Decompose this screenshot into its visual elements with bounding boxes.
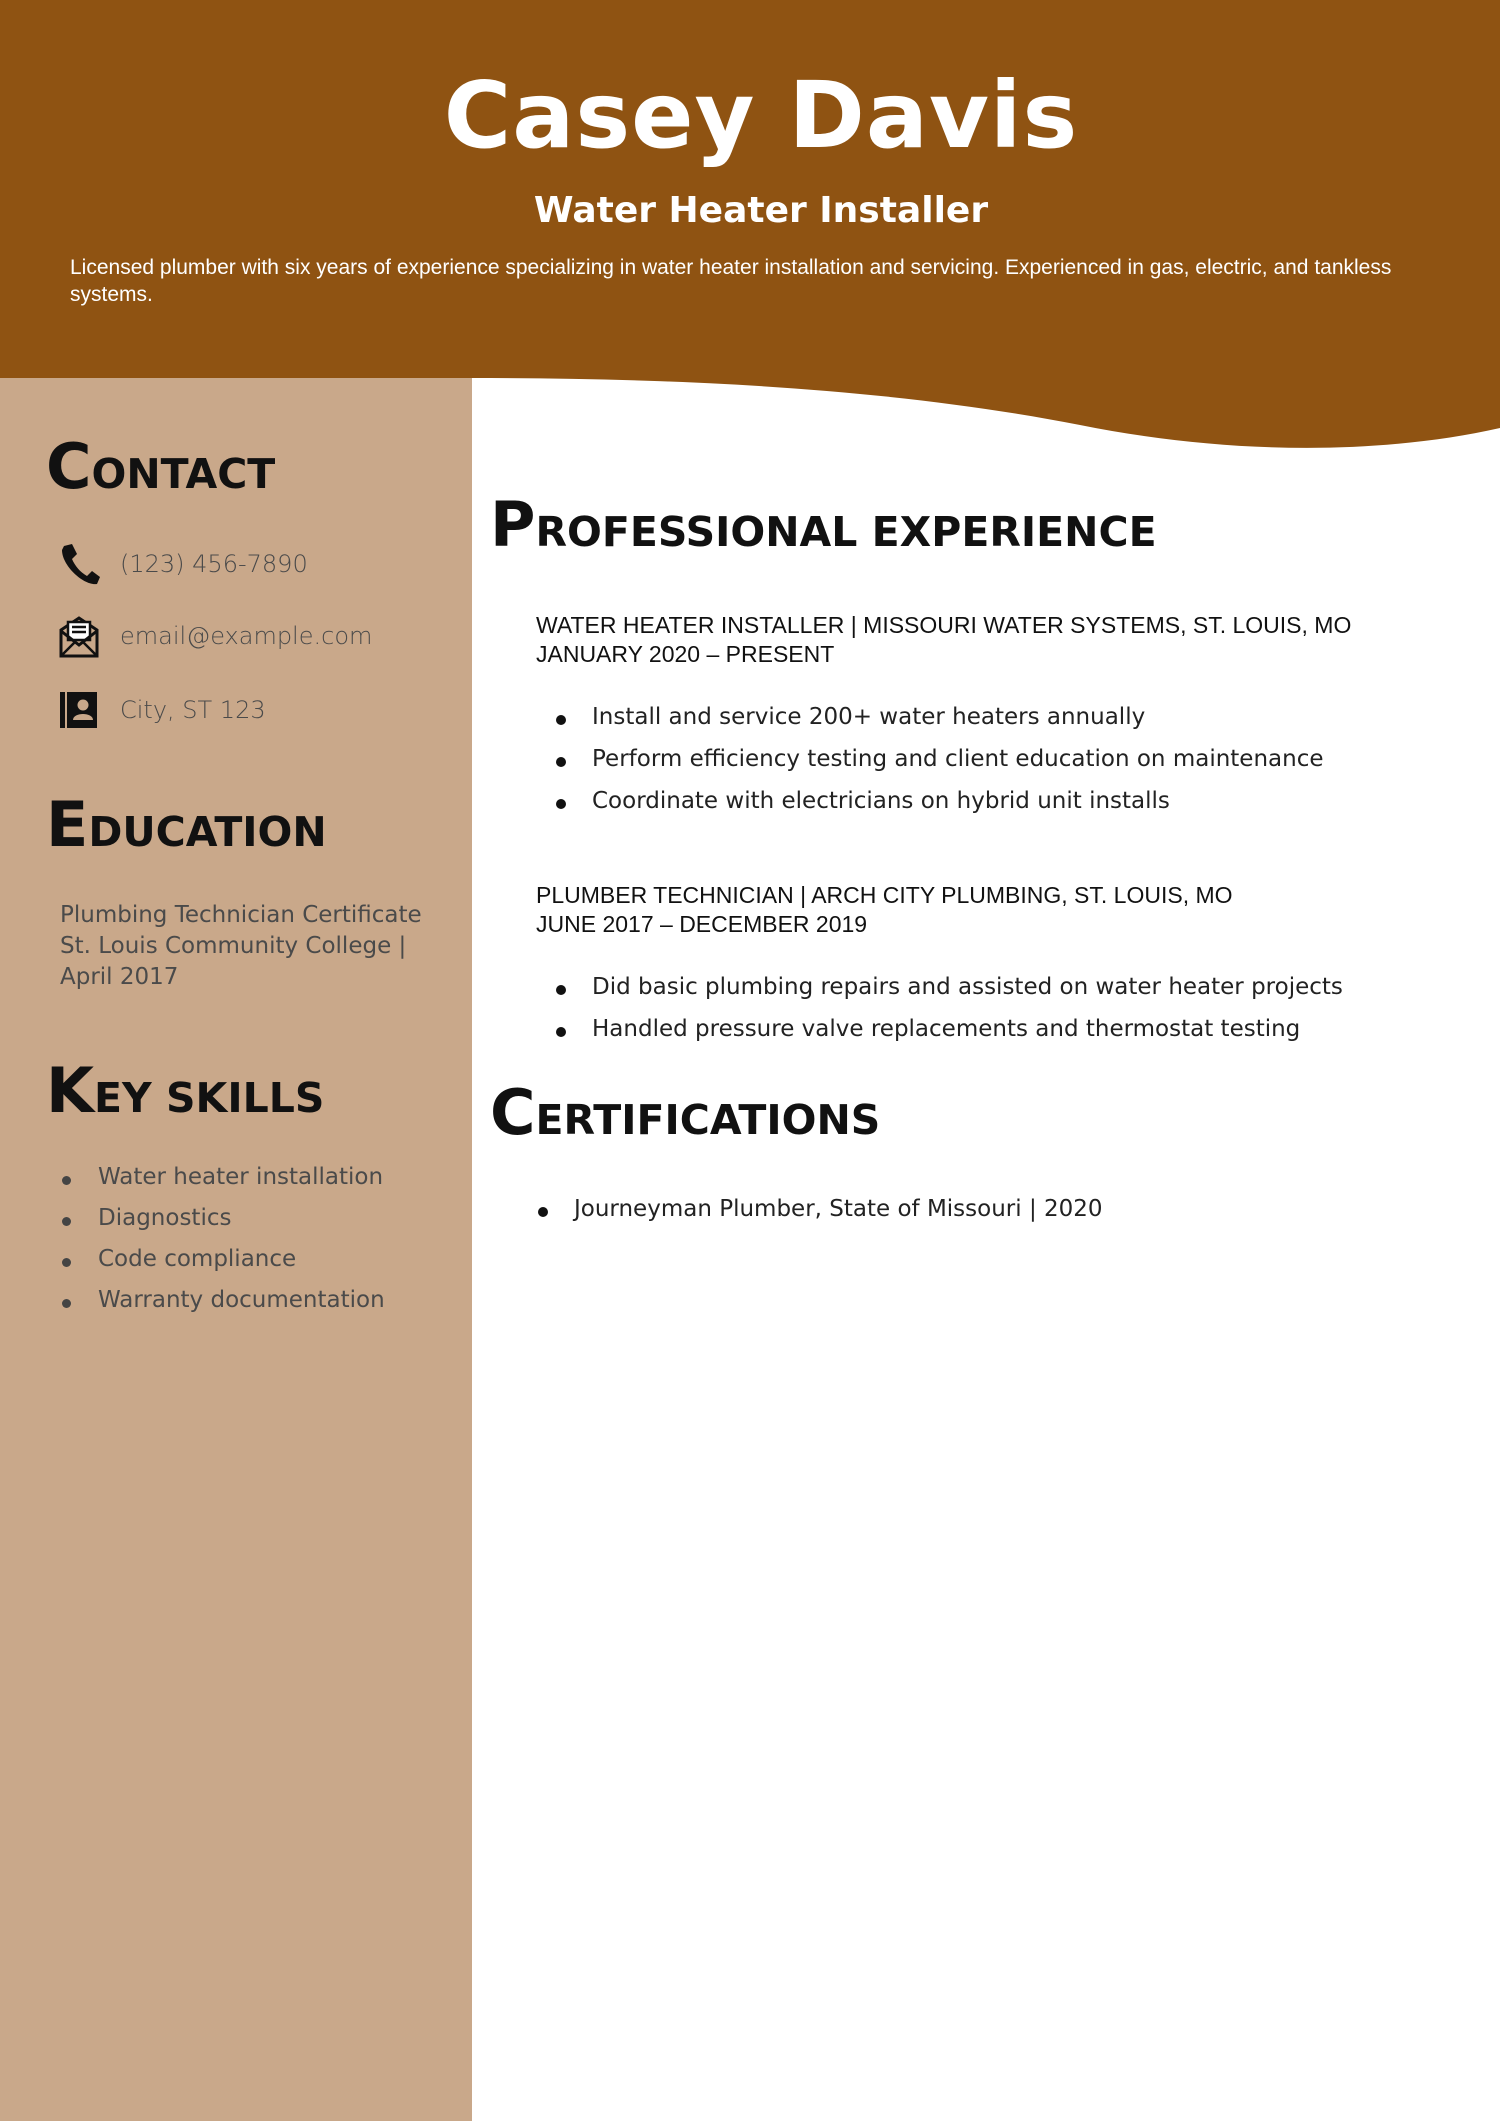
skill-item: Warranty documentation <box>60 1287 385 1328</box>
job-dates: JANUARY 2020 – PRESENT <box>536 641 835 667</box>
education-heading <box>46 788 327 861</box>
address-book-icon <box>58 688 100 732</box>
address-text: City, ST 123 <box>120 696 266 724</box>
certification-item: Journeyman Plumber, State of Missouri | 2020 <box>538 1196 1103 1238</box>
email-text: email@example.com <box>120 622 373 650</box>
education-certificate: Plumbing Technician Certificate <box>60 902 422 928</box>
skill-item: Diagnostics <box>60 1205 385 1246</box>
job-bullet: Coordinate with electricians on hybrid unit installs <box>556 788 1324 830</box>
experience-heading <box>490 488 1157 561</box>
contact-phone <box>58 542 458 590</box>
education-school: St. Louis Community College | <box>60 933 407 959</box>
education-date: April 2017 <box>60 964 179 990</box>
certifications-heading-initial: C <box>490 1076 536 1149</box>
job-bullet: Did basic plumbing repairs and assisted on water heater projects <box>556 974 1343 1016</box>
phone-icon <box>58 542 100 586</box>
education-heading-initial: E <box>46 788 89 861</box>
candidate-job-title: Water Heater Installer <box>533 190 989 231</box>
job-header <box>536 881 1436 939</box>
header <box>0 0 1500 330</box>
job-header <box>536 611 1436 669</box>
skills-heading-rest: EY SKILLS <box>94 1074 325 1122</box>
skill-item: Water heater installation <box>60 1164 385 1205</box>
contact-heading <box>46 430 276 503</box>
education-heading-rest: DUCATION <box>88 808 327 856</box>
job-title-line: WATER HEATER INSTALLER | MISSOURI WATER SYSTEMS, ST. LOUIS, MO <box>536 612 1352 638</box>
job-dates: JUNE 2017 – DECEMBER 2019 <box>536 911 868 937</box>
skills-list <box>60 1164 385 1328</box>
profile-summary: Licensed plumber with six years of experience specializing in water heater installation and servicing. Experienced in gas, electric, and tankless systems. <box>70 256 1392 306</box>
job-bullet: Handled pressure valve replacements and thermostat testing <box>556 1016 1343 1058</box>
job-bullets <box>556 704 1324 830</box>
contact-address <box>58 688 458 736</box>
skills-heading-initial: K <box>46 1054 95 1127</box>
job-bullet: Install and service 200+ water heaters annually <box>556 704 1324 746</box>
contact-heading-initial: C <box>46 430 92 503</box>
phone-text: (123) 456-7890 <box>120 550 308 578</box>
skills-heading <box>46 1054 325 1127</box>
contact-heading-rest: ONTACT <box>91 450 276 498</box>
education-details <box>60 900 460 993</box>
experience-heading-initial: P <box>490 488 536 561</box>
job-title-line: PLUMBER TECHNICIAN | ARCH CITY PLUMBING, ST. LOUIS, MO <box>536 882 1233 908</box>
certifications-list <box>538 1196 1103 1238</box>
experience-heading-rest: ROFESSIONAL EXPERIENCE <box>535 508 1157 556</box>
candidate-name: Casey Davis <box>443 62 1079 169</box>
envelope-icon <box>58 614 100 658</box>
contact-email <box>58 614 458 662</box>
skill-item: Code compliance <box>60 1246 385 1287</box>
certifications-heading-rest: ERTIFICATIONS <box>535 1096 881 1144</box>
certifications-heading <box>490 1076 881 1149</box>
job-bullets <box>556 974 1343 1058</box>
job-bullet: Perform efficiency testing and client education on maintenance <box>556 746 1324 788</box>
